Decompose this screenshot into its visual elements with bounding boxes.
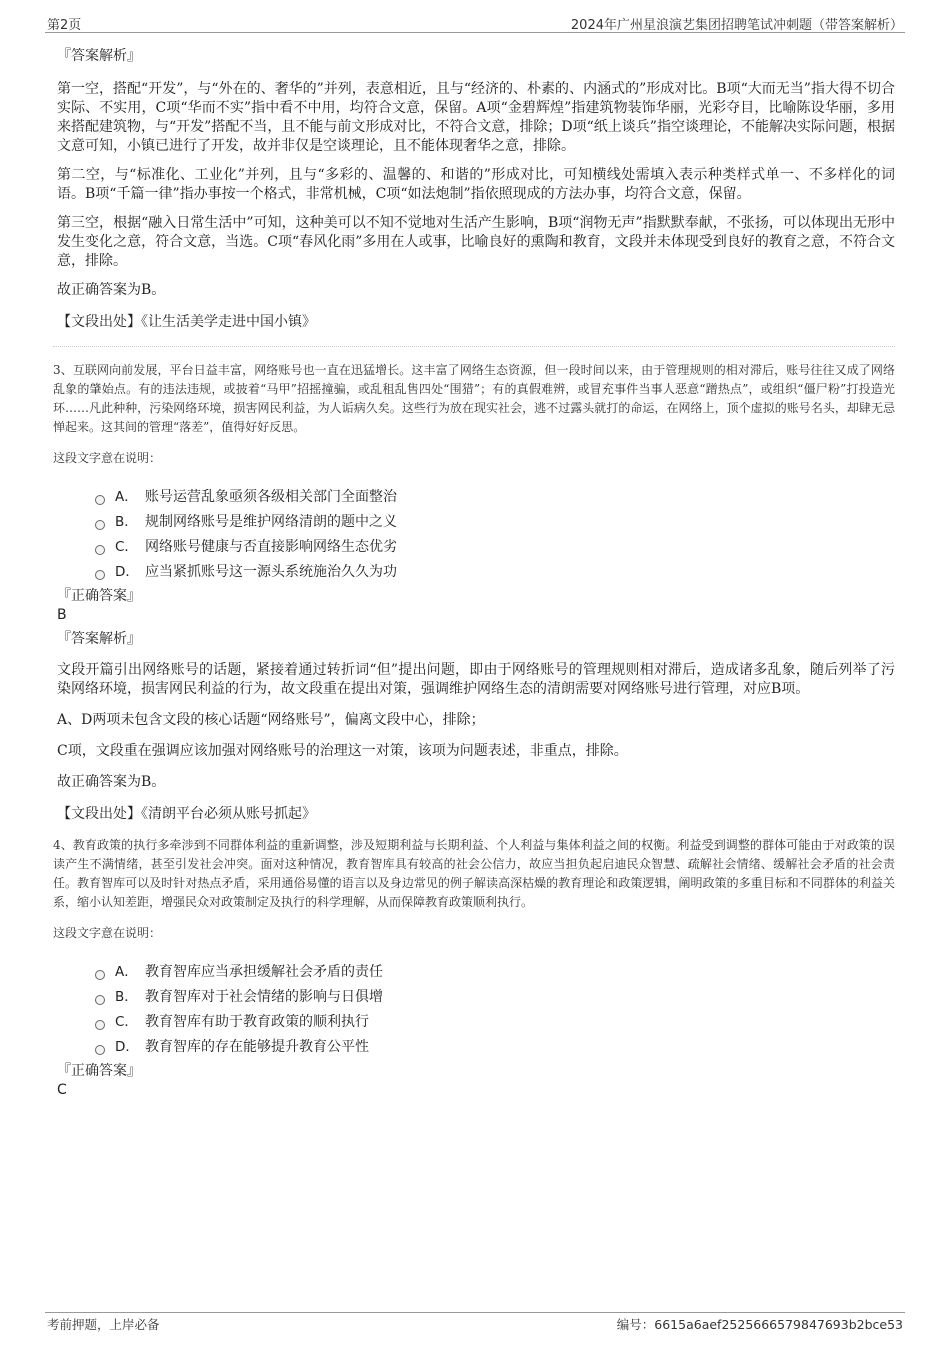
q2-analysis-paragraph-3: 第三空，根据“融入日常生活中”可知，这种美可以不知不觉地对生活产生影响，B项“润物无声”指默默奉献，不张扬，可以体现出无形中发生变化之意，符合文意，当选。C项“春风化雨”多用在人或事，比喻良好的熏陶和教育，文段并未体现受到良好的教育之意，不符合文意，排除。 [57,215,895,269]
q2-conclusion: 故正确答案为B。 [57,282,166,298]
radio-icon[interactable] [95,1045,105,1055]
q3-prompt: 这段文字意在说明： [53,451,162,465]
q2-analysis-paragraph-2: 第二空，与“标准化、工业化”并列，且与“多彩的、温馨的、和谐的”形成对比，可知横线处需填入表示种类样式单一、不多样化的词语。B项“千篇一律”指办事按一个格式，非常机械，C项“如法炮制”指依照现成的方法办事，均符合文意，保留。 [57,167,895,202]
radio-icon[interactable] [95,970,105,980]
page-footer [45,1312,905,1333]
radio-icon[interactable] [95,545,105,555]
q3-conclusion: 故正确答案为B。 [57,774,166,790]
q3-option-c[interactable]: C． 网络账号健康与否直接影响网络生态优劣 [95,535,895,560]
footer-serial-number: 编号：6615a6aef2525666579847693b2bce53 [616,1317,903,1332]
q3-analysis-label: 『答案解析』 [57,631,141,647]
q4-option-a[interactable]: A． 教育智库应当承担缓解社会矛盾的责任 [95,960,895,985]
q3-answer-label: 『正确答案』 [57,588,141,604]
q3-option-d[interactable]: D． 应当紧抓账号这一源头系统施治久久为功 [95,560,895,585]
q3-source: 【文段出处】《清朗平台必须从账号抓起》 [57,806,316,822]
q4-option-d[interactable]: D． 教育智库的存在能够提升教育公平性 [95,1035,895,1060]
q3-option-a[interactable]: A． 账号运营乱象亟须各级相关部门全面整治 [95,485,895,510]
page-content [53,46,895,1104]
q4-answer-label: 『正确答案』 [57,1063,141,1079]
q2-analysis-label: 『答案解析』 [57,48,141,64]
q3-text: 3、互联网向前发展，平台日益丰富，网络账号也一直在迅猛增长。这丰富了网络生态资源，但一段时间以来，由于管理规则的相对滞后，账号往往又成了网络乱象的肇始点。有的违法违规，或披着“马甲”招摇撞骗，或乱租乱售四处“围猎”；有的真假难辨，或冒充事件当事人恶意“蹭热点”，或组织“僵尸粉”打投造光环……凡此种种，污染网络环境，损害网民利益，为人诟病久矣。这些行为放在现实社会，逃不过露头就打的命运，在网络上，顶个虚拟的账号名头，却肆无忌惮起来。这其间的管理“落差”，值得好好反思。 [53,363,895,434]
page-number: 第2页 [47,18,82,33]
q3-answer: B [57,607,67,623]
q4-option-c[interactable]: C． 教育智库有助于教育政策的顺利执行 [95,1010,895,1035]
radio-icon[interactable] [95,495,105,505]
radio-icon[interactable] [95,1020,105,1030]
q3-analysis-paragraph-1: 文段开篇引出网络账号的话题，紧接着通过转折词“但”提出问题，即由于网络账号的管理规则相对滞后，造成诸多乱象，随后列举了污染网络环境，损害网民利益的行为，故文段重在提出对策，强调维护网络生态的清朗需要对网络账号进行管理，对应B项。 [57,662,895,697]
radio-icon[interactable] [95,570,105,580]
q3-option-b[interactable]: B． 规制网络账号是维护网络清朗的题中之义 [95,510,895,535]
q3-analysis-paragraph-3: C项，文段重在强调应该加强对网络账号的治理这一对策，该项为问题表述，非重点，排除。 [57,743,628,759]
q4-options [95,960,895,1060]
document-title: 2024年广州星浪演艺集团招聘笔试冲刺题（带答案解析） [570,18,903,33]
q4-answer: C [57,1082,67,1098]
radio-icon[interactable] [95,995,105,1005]
q2-source: 【文段出处】《让生活美学走进中国小镇》 [57,314,316,330]
q2-analysis-paragraph-1: 第一空，搭配“开发”，与“外在的、奢华的”并列，表意相近，且与“经济的、朴素的、内涵式的”形成对比。B项“大而无当”指大得不切合实际、不实用，C项“华而不实”指中看不中用，均符合文意，保留。A项“金碧辉煌”指建筑物装饰华丽，光彩夺目，比喻陈设华丽，多用来搭配建筑物，与“开发”搭配不当，且不能与前文形成对比，不符合文意，排除；D项“纸上谈兵”指空谈理论，不能解决实际问题，根据文意可知，小镇已进行了开发，故并非仅是空谈理论，且不能体现奢华之意，排除。 [57,81,895,154]
q3-options [95,485,895,585]
q4-text: 4、教育政策的执行多牵涉到不同群体利益的重新调整，涉及短期利益与长期利益、个人利益与集体利益之间的权衡。利益受到调整的群体可能由于对政策的误读产生不满情绪，甚至引发社会冲突。面对这种情况，教育智库具有较高的社会公信力，故应当担负起启迪民众智慧、疏解社会情绪、缓解社会矛盾的社会责任。教育智库可以及时针对热点矛盾，采用通俗易懂的语言以及身边常见的例子解读高深枯燥的教育理论和政策逻辑，阐明政策的多重目标和不同群体的利益关系，缩小认知差距，增强民众对政策制定及执行的科学理解，从而保障教育政策顺利执行。 [53,838,895,909]
q3-analysis-paragraph-2: A、D两项未包含文段的核心话题“网络账号”，偏离文段中心，排除； [57,712,485,728]
q4-prompt: 这段文字意在说明： [53,926,162,940]
page-header [45,14,905,33]
divider [53,346,895,347]
footer-slogan: 考前押题，上岸必备 [47,1317,160,1332]
q4-option-b[interactable]: B． 教育智库对于社会情绪的影响与日俱增 [95,985,895,1010]
radio-icon[interactable] [95,520,105,530]
